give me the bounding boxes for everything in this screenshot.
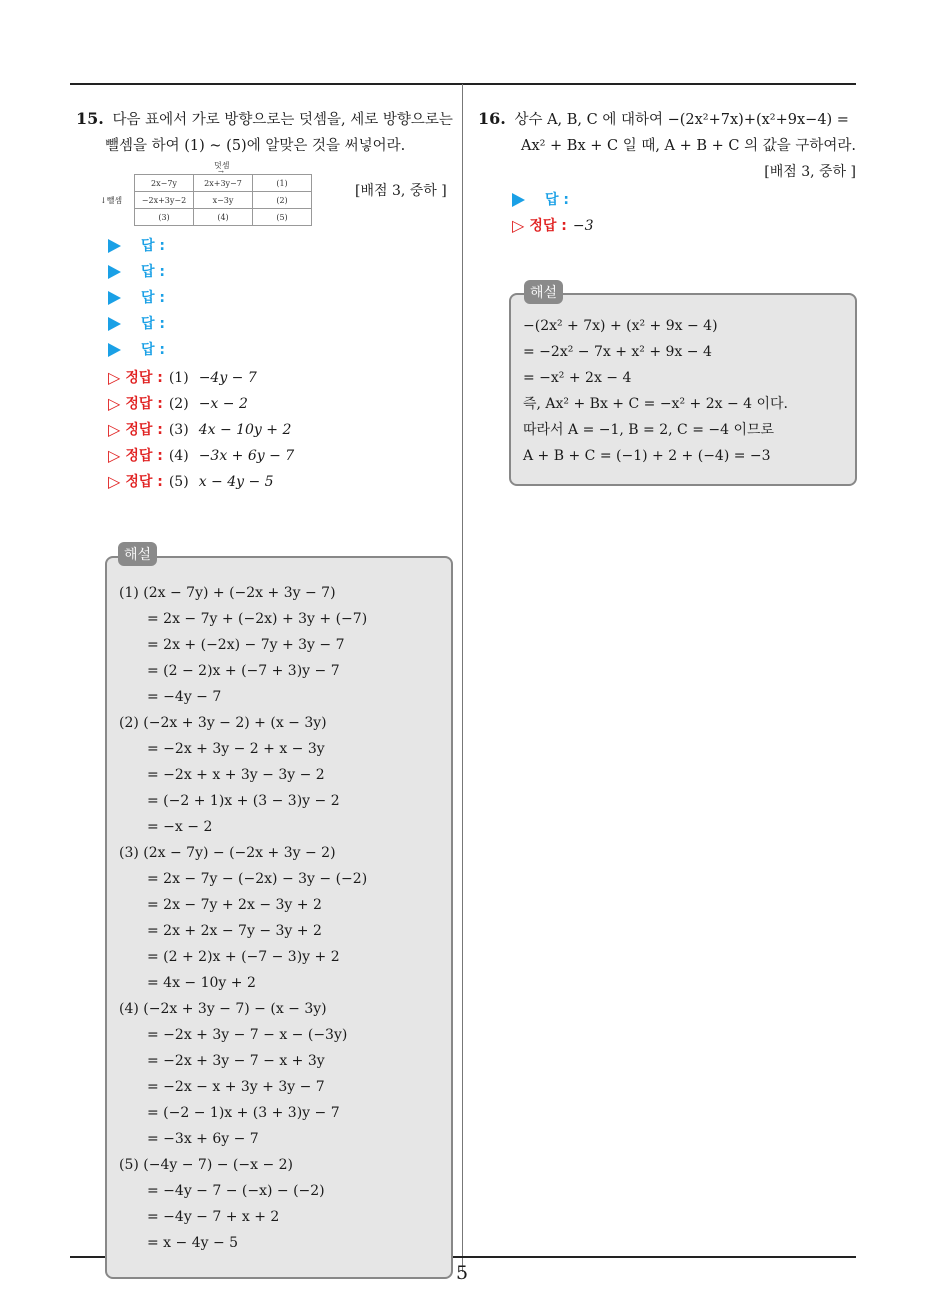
- outline-triangle-icon: ▷: [108, 420, 121, 439]
- table-cell: 2x+3y−7: [194, 175, 253, 192]
- answer-row[interactable]: [108, 259, 165, 285]
- page-number: 5: [456, 1262, 469, 1284]
- solution-line: = (−2 − 1)x + (3 + 3)y − 7: [147, 1105, 340, 1121]
- table-row: [135, 175, 312, 192]
- question-15-solution-tab: 해설: [118, 542, 157, 566]
- table-side-label: ↓뺄셈: [100, 196, 123, 205]
- outline-triangle-icon: ▷: [108, 368, 121, 387]
- play-icon: [108, 317, 121, 331]
- correct-label: 정답 :: [529, 218, 567, 234]
- question-15-number: 15.: [76, 109, 104, 128]
- top-rule: [70, 83, 856, 85]
- answer-label: 답 :: [141, 316, 165, 332]
- question-15-solution-box: [105, 556, 453, 1279]
- solution-line: = 2x + 2x − 7y − 3y + 2: [147, 923, 322, 939]
- answer-label: 답 :: [141, 342, 165, 358]
- question-16: [478, 106, 860, 185]
- solution-line: = −x − 2: [147, 819, 213, 835]
- solution-line: (1) (2x − 7y) + (−2x + 3y − 7): [119, 585, 336, 601]
- solution-line: (3) (2x − 7y) − (−2x + 3y − 2): [119, 845, 336, 861]
- question-16-answer: [512, 187, 593, 239]
- solution-line: = −2x + 3y − 7 − x + 3y: [147, 1053, 325, 1069]
- solution-line: = (−2 + 1)x + (3 − 3)y − 2: [147, 793, 340, 809]
- outline-triangle-icon: ▷: [108, 472, 121, 491]
- play-icon: [108, 265, 121, 279]
- solution-line: = −4y − 7: [147, 689, 222, 705]
- question-15-answer-list: [108, 233, 165, 363]
- correct-label: 정답 :: [125, 396, 163, 412]
- table-top-label: 덧셈: [214, 161, 230, 170]
- play-icon: [512, 193, 525, 207]
- correct-answer-row: [108, 469, 294, 495]
- answer-label: 답 :: [141, 264, 165, 280]
- solution-line: (5) (−4y − 7) − (−x − 2): [119, 1157, 294, 1173]
- correct-num: (3): [168, 422, 189, 438]
- correct-answer-row: [108, 443, 294, 469]
- solution-lines: [119, 580, 367, 1256]
- outline-triangle-icon: ▷: [108, 446, 121, 465]
- table-cell: (1): [253, 175, 312, 192]
- answer-row[interactable]: [108, 311, 165, 337]
- question-15-text-line2: 뺄셈을 하여 (1) ~ (5)에 알맞은 것을 써넣어라.: [105, 138, 406, 154]
- correct-num: (2): [168, 396, 189, 412]
- question-16-number: 16.: [478, 109, 506, 128]
- answer-row[interactable]: [512, 187, 593, 213]
- play-icon: [108, 343, 121, 357]
- question-15-text-line1: 다음 표에서 가로 방향으로는 덧셈을, 세로 방향으로는: [112, 112, 453, 128]
- correct-value: −4y − 7: [198, 370, 257, 386]
- question-15-score: [배점 3, 중하 ]: [355, 183, 447, 199]
- table-cell: x−3y: [194, 192, 253, 209]
- outline-triangle-icon: ▷: [108, 394, 121, 413]
- correct-label: 정답 :: [125, 474, 163, 490]
- answer-label: 답 :: [545, 192, 569, 208]
- solution-line: = −2x + 3y − 7 − x − (−3y): [147, 1027, 348, 1043]
- solution-line: = −2x + x + 3y − 3y − 2: [147, 767, 325, 783]
- question-16-solution-tab: 해설: [524, 280, 563, 304]
- play-icon: [108, 239, 121, 253]
- table-row: [135, 209, 312, 226]
- solution-line: = 2x − 7y + (−2x) + 3y + (−7): [147, 611, 368, 627]
- solution-line: = −4y − 7 + x + 2: [147, 1209, 280, 1225]
- correct-label: 정답 :: [125, 422, 163, 438]
- question-16-text-line1: 상수 A, B, C 에 대하여 −(2x²+7x)+(x²+9x−4) =: [514, 112, 849, 128]
- answer-label: 답 :: [141, 290, 165, 306]
- solution-line: = −2x² − 7x + x² + 9x − 4: [523, 344, 712, 360]
- solution-line: 따라서 A = −1, B = 2, C = −4 이므로: [523, 422, 775, 438]
- solution-line: 즉, Ax² + Bx + C = −x² + 2x − 4 이다.: [523, 396, 788, 412]
- question-16-solution-box: [509, 293, 857, 486]
- question-16-text-line2: Ax² + Bx + C 일 때, A + B + C 의 값을 구하여라.: [520, 138, 856, 154]
- solution-line: = −3x + 6y − 7: [147, 1131, 259, 1147]
- solution-line: (2) (−2x + 3y − 2) + (x − 3y): [119, 715, 327, 731]
- solution-lines: [523, 313, 788, 469]
- answer-row[interactable]: [108, 285, 165, 311]
- question-15: [76, 106, 458, 159]
- correct-value: −3x + 6y − 7: [198, 448, 295, 464]
- correct-answer-row: [108, 417, 294, 443]
- solution-line: = 2x − 7y − (−2x) − 3y − (−2): [147, 871, 368, 887]
- table-cell: 2x−7y: [135, 175, 194, 192]
- solution-line: A + B + C = (−1) + 2 + (−4) = −3: [523, 448, 771, 464]
- correct-num: (5): [168, 474, 189, 490]
- solution-line: (4) (−2x + 3y − 7) − (x − 3y): [119, 1001, 327, 1017]
- right-arrow-icon: →: [218, 168, 224, 176]
- answer-row[interactable]: [108, 233, 165, 259]
- correct-value: −x − 2: [198, 396, 248, 412]
- question-16-score: [배점 3, 중하 ]: [764, 164, 856, 180]
- correct-label: 정답 :: [125, 370, 163, 386]
- solution-line: = −2x − x + 3y + 3y − 7: [147, 1079, 325, 1095]
- correct-value: 4x − 10y + 2: [198, 422, 292, 438]
- solution-line: = x − 4y − 5: [147, 1235, 239, 1251]
- table-cell: −2x+3y−2: [135, 192, 194, 209]
- solution-line: = (2 + 2)x + (−7 − 3)y + 2: [147, 949, 340, 965]
- table-cell: (3): [135, 209, 194, 226]
- solution-line: = −x² + 2x − 4: [523, 370, 632, 386]
- correct-value: x − 4y − 5: [198, 474, 274, 490]
- correct-label: 정답 :: [125, 448, 163, 464]
- solution-line: = −4y − 7 − (−x) − (−2): [147, 1183, 325, 1199]
- grid-table: [134, 174, 312, 226]
- question-15-correct-list: [108, 365, 294, 495]
- answer-row[interactable]: [108, 337, 165, 363]
- solution-line: = 4x − 10y + 2: [147, 975, 256, 991]
- solution-line: = 2x − 7y + 2x − 3y + 2: [147, 897, 322, 913]
- solution-line: = (2 − 2)x + (−7 + 3)y − 7: [147, 663, 340, 679]
- question-16-line1: [478, 106, 860, 133]
- correct-value: −3: [572, 218, 594, 234]
- solution-line: = −2x + 3y − 2 + x − 3y: [147, 741, 325, 757]
- correct-num: (4): [168, 448, 189, 464]
- table-cell: (2): [253, 192, 312, 209]
- column-divider: [462, 84, 463, 1272]
- correct-answer-row: [108, 365, 294, 391]
- correct-num: (1): [168, 370, 189, 386]
- question-15-line1: [76, 106, 458, 133]
- outline-triangle-icon: ▷: [512, 216, 525, 235]
- correct-answer-row: [512, 213, 593, 239]
- solution-line: −(2x² + 7x) + (x² + 9x − 4): [523, 318, 718, 334]
- table-cell: (4): [194, 209, 253, 226]
- solution-line: = 2x + (−2x) − 7y + 3y − 7: [147, 637, 345, 653]
- answer-label: 답 :: [141, 238, 165, 254]
- table-cell: (5): [253, 209, 312, 226]
- correct-answer-row: [108, 391, 294, 417]
- question-15-table: [100, 160, 315, 232]
- table-row: [135, 192, 312, 209]
- play-icon: [108, 291, 121, 305]
